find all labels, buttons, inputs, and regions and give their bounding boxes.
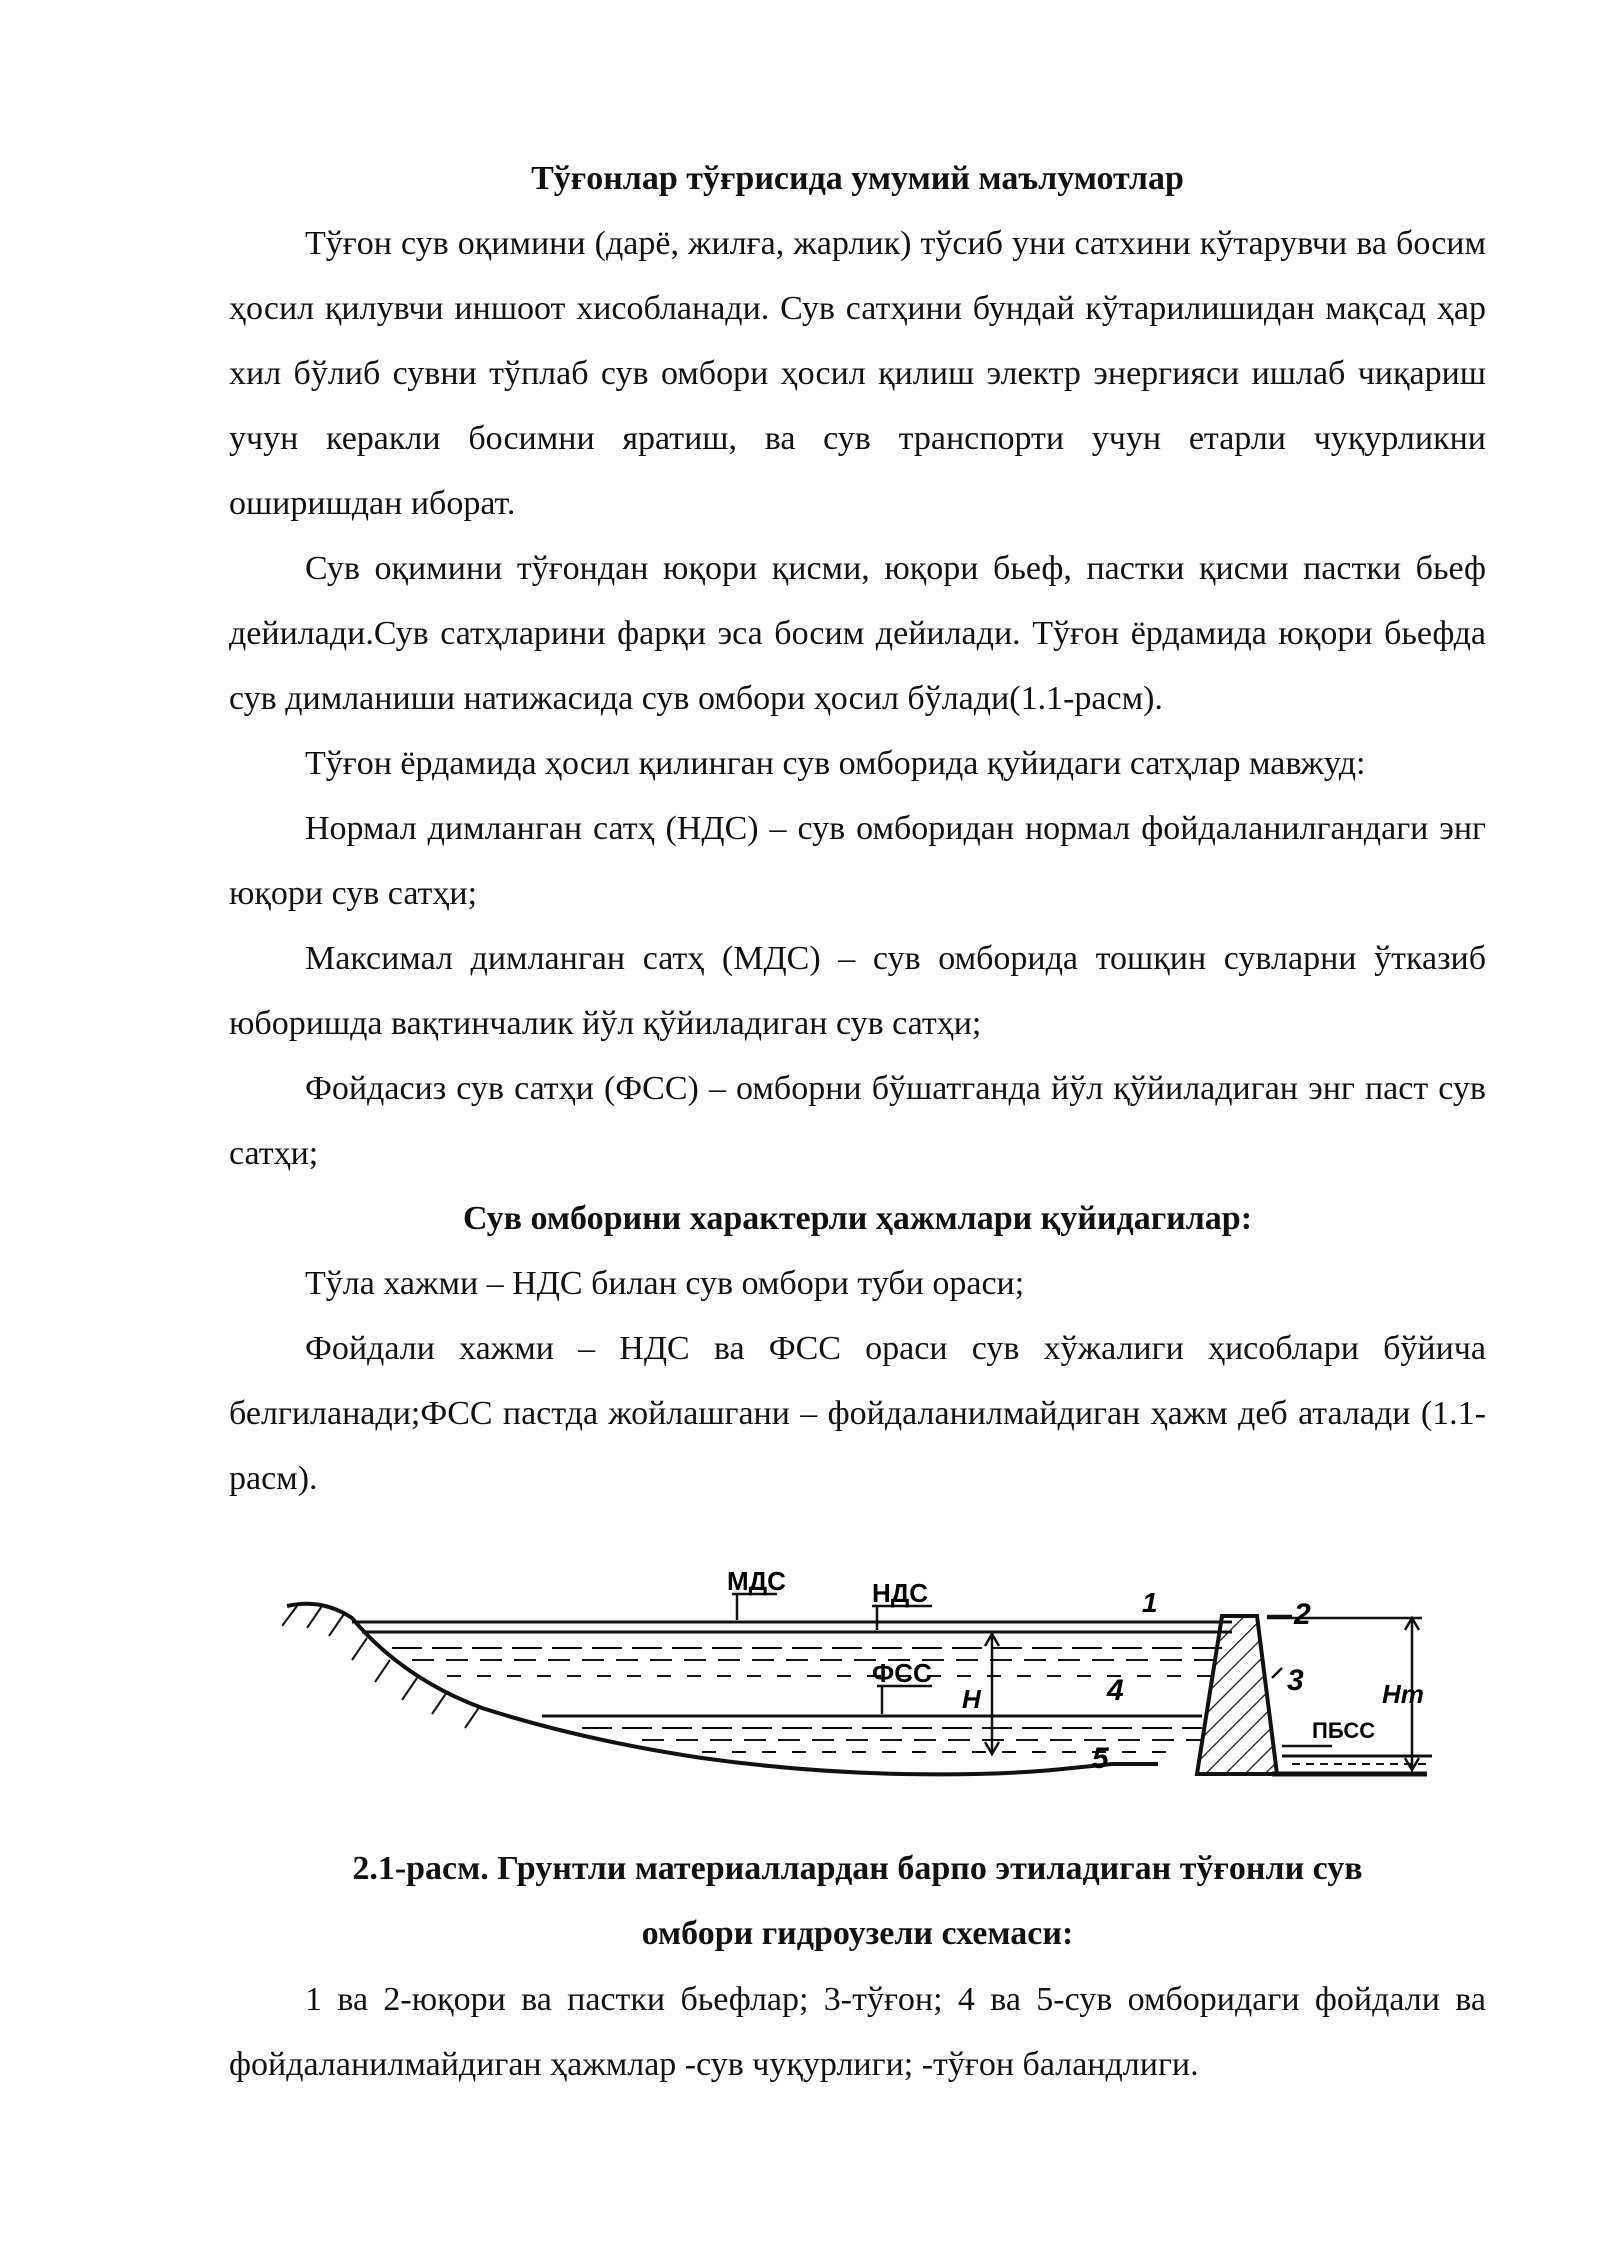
label-4: 4 <box>1107 1674 1124 1707</box>
label-mds: МДС <box>727 1568 786 1596</box>
label-3: 3 <box>1287 1664 1304 1697</box>
ground-hatching <box>282 1606 480 1728</box>
legend-text: 1 ва 2-юқори ва пастки бьефлар; 3-тўғон; 4 ва 5-сув омборидаги фойдали ва фойдаланилмайдиган ҳажмлар -сув чуқурлиги; -тўғон баландлиги. <box>229 1981 1486 2083</box>
paragraph-fss: Фойдасиз сув сатҳи (ФСС) – омборни бўшатганда йўл қўйиладиган энг паст сув сатҳи; <box>229 1070 1486 1172</box>
caption-line-2: омбори гидроузели схемаси: <box>641 1915 1074 1952</box>
paragraph-useful-volume: Фойдали хажми – НДС ва ФСС ораси сув хўжалиги ҳисоблари бўйича белгиланади;ФСС пастда жойлашгани – фойдаланилмайдиган ҳажм деб аталади (1.1-расм). <box>229 1330 1486 1497</box>
label-h: H <box>962 1684 981 1714</box>
label-ht: Hт <box>1382 1679 1424 1709</box>
reservoir-bed <box>287 1604 1158 1775</box>
volumes-subtitle: Сув омборини характерли ҳажмлари қуйидагилар: <box>462 1200 1253 1237</box>
figure-legend <box>229 1967 1486 2097</box>
dam-body <box>1197 1616 1277 1774</box>
reservoir-scheme-figure <box>282 1568 1432 1808</box>
caption-line-1: 2.1-расм. Грунтли материаллардан барпо этиладиган тўғонли сув <box>352 1850 1363 1887</box>
paragraph-full-volume: Тўла хажми – НДС билан сув омбори туби ораси; <box>305 1265 1025 1302</box>
paragraph-dam-definition: Тўғон сув оқимини (дарё, жилға, жарлик) тўсиб уни сатхини кўтарувчи ва босим ҳосил қилувчи иншоот хисобланади. Сув сатҳини бундай кўтарилишидан мақсад ҳар хил бўлиб сувни тўплаб сув омбори ҳосил қилиш электр энергияси ишлаб чиқариш учун керакли босимни яратиш, ва сув транспорти учун етарли чуқурликни оширишдан иборат. <box>229 225 1486 522</box>
main-text <box>229 146 1486 1511</box>
label-5: 5 <box>1092 1742 1109 1775</box>
paragraph-bief: Сув оқимини тўғондан юқори қисми, юқори бьеф, пастки қисми пастки бьеф дейилади.Сув сатҳларини фарқи эса босим дейилади. Тўғон ёрдамида юқори бьефда сув димланиши натижасида сув омбори ҳосил бўлади(1.1-расм). <box>229 550 1486 717</box>
paragraph-mds: Максимал димланган сатҳ (МДС) – сув омборида тошқин сувларни ўтказиб юборишда вақтинчалик йўл қўйиладиган сув сатҳи; <box>229 940 1486 1042</box>
label-pbss: ПБСС <box>1312 1718 1376 1743</box>
paragraph-nds: Нормал димланган сатҳ (НДС) – сув омборидан нормал фойдаланилгандаги энг юқори сув сатҳи; <box>229 810 1486 912</box>
label-fss: ФСС <box>872 1658 932 1688</box>
figure-caption <box>229 1836 1486 1966</box>
label-1: 1 <box>1142 1587 1158 1618</box>
paragraph-levels-intro: Тўғон ёрдамида ҳосил қилинган сув омборида қуйидаги сатҳлар мавжуд: <box>305 745 1366 782</box>
label-2: 2 <box>1294 1598 1311 1631</box>
depth-arrow <box>985 1634 999 1754</box>
document-title: Тўғонлар тўғрисида умумий маълумотлар <box>531 160 1184 197</box>
label-nds: НДС <box>872 1578 929 1608</box>
